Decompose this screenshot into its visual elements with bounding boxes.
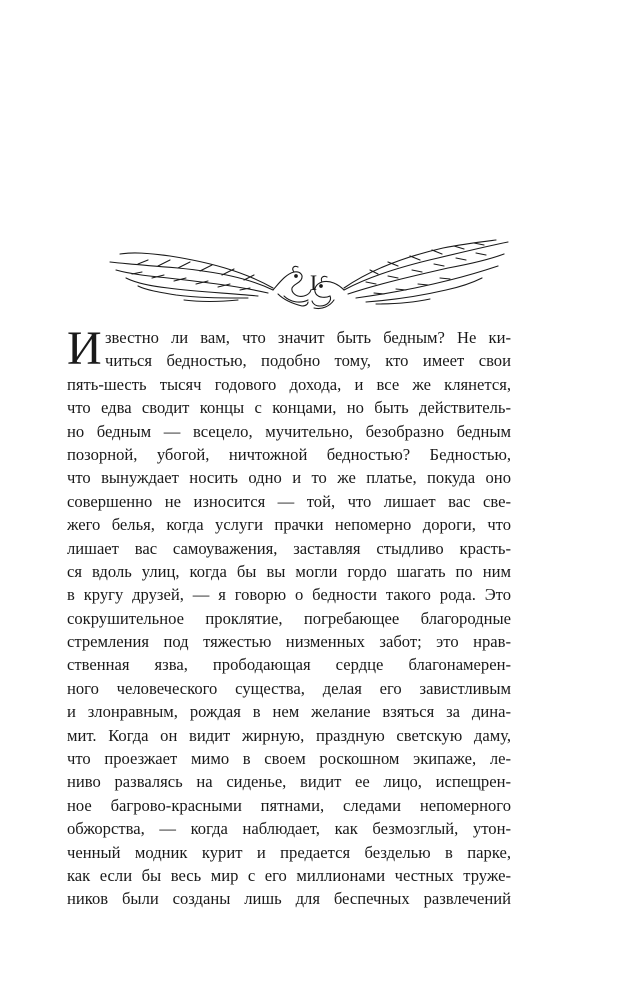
chapter-number: I bbox=[309, 270, 318, 295]
text-line: и злонравным, рождая в нем желание взяться за дина- bbox=[67, 702, 511, 722]
text-line: позорной, убогой, ничтожной бедностью? Бедностью, bbox=[67, 444, 511, 464]
text-line: ного человеческого существа, делая его завистливым bbox=[67, 678, 511, 698]
text-line: пять-шесть тысяч годового дохода, и все же клянется, bbox=[67, 374, 511, 394]
text-line: что вынуждает носить одно и то же платье, покуда оно bbox=[67, 468, 511, 488]
text-line: лишает вас самоуважения, заставляя стыдливо красть- bbox=[67, 538, 511, 558]
chapter-text bbox=[67, 322, 511, 911]
text-line: стремления под тяжестью низменных забот; это нрав- bbox=[67, 632, 511, 652]
text-line: ченный модник курит и предается безделью в парке, bbox=[67, 842, 511, 862]
text-line: в кругу друзей, — я говорю о бедности такого рода. Это bbox=[67, 585, 511, 605]
text-line: ное багрово-красными пятнами, следами непомерного bbox=[67, 795, 511, 815]
text-line: что проезжает мимо в своем роскошном экипаже, ле- bbox=[67, 749, 511, 769]
text-line: совершенно не износится — той, что лишает вас све- bbox=[67, 491, 511, 511]
text-line: ниво развалясь на сиденье, видит ее лицо, испещрен- bbox=[67, 772, 511, 792]
text-line: но бедным — всецело, мучительно, безобразно бедным bbox=[67, 421, 511, 441]
text-line: обжорства, — когда наблюдает, как безмозглый, утон- bbox=[67, 819, 511, 839]
text-line: мит. Когда он видит жирную, праздную светскую даму, bbox=[67, 725, 511, 745]
text-line: сокрушительное проклятие, погребающее благородные bbox=[67, 608, 511, 628]
text-line: ственная язва, прободающая сердце благонамерен- bbox=[67, 655, 511, 675]
text-line: ников были созданы лишь для беспечных развлечений bbox=[67, 889, 511, 909]
drop-cap: И bbox=[67, 322, 102, 375]
text-line: ся вдоль улиц, когда бы вы могли гордо шагать по ним bbox=[67, 561, 511, 581]
text-line: как если бы весь мир с его миллионами честных труже- bbox=[67, 865, 511, 885]
text-line: звестно ли вам, что значит быть бедным? Не ки- bbox=[105, 328, 511, 347]
text-line: жего белья, когда услуги прачки непомерно дороги, что bbox=[67, 515, 511, 535]
text-line: что едва сводит концы с концами, но быть действитель- bbox=[67, 398, 511, 418]
text-line: читься бедностью, подобно тому, кто имеет свои bbox=[105, 351, 511, 371]
